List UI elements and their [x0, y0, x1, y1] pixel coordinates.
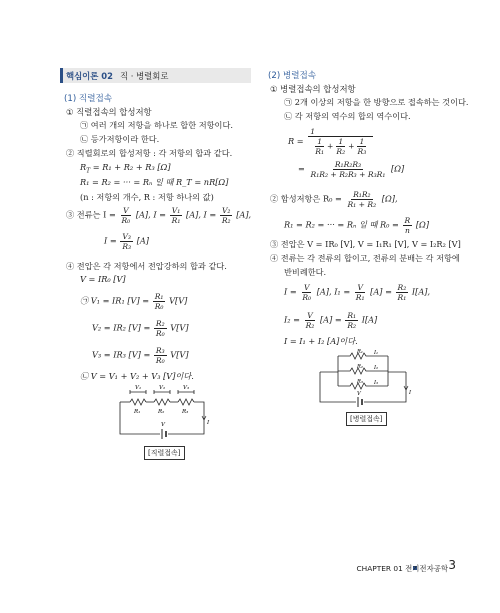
label-v: V [357, 391, 361, 397]
eq-v1 [80, 292, 187, 311]
topic-tag: 핵심이론 02 [66, 71, 113, 81]
resistor-r3-shape [338, 383, 388, 389]
item-parallel-resistance: ① 병렬접속의 합성저항 [270, 84, 356, 94]
eq-parallel-equal [284, 216, 429, 235]
eq-current-mid2: [A], I = [186, 209, 217, 220]
label-r2: R₂ [158, 409, 165, 415]
eq-v1-pre: ㉠ V₁ = IR₁ [V] = [80, 295, 150, 306]
label-v: V [161, 422, 165, 428]
eq-rt: $R_T = R_1 + R_2 + R_3$ [Ω] [80, 162, 171, 175]
frac-den: R₀ [121, 216, 131, 225]
frac-r1r2r3 [308, 160, 387, 179]
frac-den: n [404, 226, 410, 235]
caption-series: [직렬접속] [144, 446, 185, 460]
page-number: 3 [448, 558, 456, 572]
eq-r-lhs: R = [288, 136, 304, 146]
frac-den: R₀ [302, 293, 312, 302]
frac-r1r2-sum [345, 190, 378, 209]
frac-den: R₂ [305, 321, 315, 330]
resistor-r3-shape [178, 399, 194, 405]
eq-rt-rhs: = R₁ + R₂ + R₃ [Ω] [92, 162, 171, 172]
footer-chapter: CHAPTER 01 전기전자공학 [356, 564, 448, 573]
label-i: I [409, 390, 412, 396]
frac-den: R₂ [347, 321, 357, 330]
resistor-r2-shape [154, 399, 170, 405]
eq-r-equal: R₁ = R₂ = ··· = Rₙ 일 때 R_T = nR[Ω] [80, 177, 229, 187]
eq-parallel-i [284, 283, 430, 302]
eq-current-line2-pre: I = [104, 235, 117, 246]
frac-v2-r2 [220, 206, 233, 225]
frac-num: V₁ [171, 206, 181, 215]
frac-v-r2 [304, 311, 317, 330]
eq-i2-pre: I₂ = [284, 314, 300, 325]
frac-1-r1 [313, 137, 326, 156]
frac-den: R₀ [155, 356, 165, 365]
item-series-resistance: ① 직렬접속의 합성저항 [66, 107, 152, 117]
frac-num: V [357, 283, 363, 292]
caption-parallel: [병렬접속] [346, 412, 387, 426]
item-parallel-current-b: 반비례한다. [284, 267, 327, 277]
frac-r2-r0 [154, 319, 167, 338]
frac-r1-r0 [153, 292, 166, 311]
wire [364, 372, 406, 402]
label-v2: V₂ [159, 385, 166, 391]
frac-1-r2 [334, 137, 347, 156]
label-v1: V₁ [135, 385, 142, 391]
resistor-r1-shape [338, 353, 388, 359]
frac-den: R₂ [221, 216, 231, 225]
eq-v1-end: V[V] [169, 295, 188, 306]
item-series-combined: ② 직렬회로의 합성저항 : 각 저항의 합과 같다. [66, 148, 233, 158]
frac-num: 1 [308, 127, 373, 137]
frac-r3-r0 [154, 346, 167, 365]
frac-v-r0 [300, 283, 313, 302]
frac-num: R₃ [155, 346, 165, 355]
eq-v-sum: ㉡ V = V₁ + V₂ + V₃ [V]이다. [80, 371, 194, 381]
eq-v3-end: V[V] [170, 349, 189, 360]
label-r3: R₃ [357, 379, 363, 385]
item-parallel-desc-b: ㉡ 각 저항의 역수의 합의 역수이다. [284, 111, 411, 121]
eq-v: V = IR₀ [V] [80, 274, 126, 284]
frac-v1-r1 [170, 206, 183, 225]
note-n: (n : 저항의 개수, R : 저항 하나의 값) [80, 192, 214, 202]
eq-req-pre: R₁ = R₂ = ··· = Rₙ 일 때 R₀ = [284, 219, 399, 230]
frac-num: R₂ [155, 319, 165, 328]
eq-i2-mid: [A] = [319, 314, 342, 325]
frac-num: R₂ [397, 283, 407, 292]
eq-v2-pre: V₂ = IR₂ [V] = [92, 322, 151, 333]
frac-r1-r2 [345, 311, 358, 330]
eq-current-end: [A], [236, 209, 252, 220]
eq-v2 [92, 319, 189, 338]
frac-num: 1 [338, 137, 344, 146]
eq-req-end: [Ω] [415, 219, 430, 230]
label-i2: I₂ [374, 365, 379, 371]
resistor-r2-shape [338, 368, 388, 374]
series-circuit-diagram [112, 380, 216, 440]
frac-num: V₃ [122, 232, 131, 241]
label-r1: R₁ [134, 409, 141, 415]
frac-den: R₂ [336, 147, 346, 156]
frac-r-n [403, 216, 413, 235]
frac-num: R₁ [154, 292, 164, 301]
label-i: I [207, 420, 210, 426]
eq-parallel-r [288, 127, 372, 156]
frac-big [310, 127, 371, 156]
item-series-voltage: ④ 전압은 각 저항에서 전압강하의 합과 같다. [66, 261, 227, 271]
plus-sign: + [348, 141, 355, 151]
eq-current-line2-end: [A] [136, 235, 149, 246]
topic-title: 직 · 병렬회로 [120, 71, 169, 81]
eq-r2-end: [Ω] [391, 163, 405, 174]
frac-r2-r1 [396, 283, 409, 302]
frac-1-r3 [356, 137, 369, 156]
eq-i-mid: [A], I₁ = [316, 286, 351, 297]
frac-num: V₂ [221, 206, 231, 215]
frac-den-sum [310, 137, 371, 156]
frac-den: R₁ [397, 293, 407, 302]
plus-sign: + [327, 141, 334, 151]
eq-rt-lhs: R [80, 162, 87, 172]
wire [120, 402, 160, 434]
item-series-desc-b: ㉡ 등가저항이라 한다. [80, 134, 160, 144]
frac-num: V [303, 283, 310, 292]
frac-num: R [404, 216, 411, 225]
label-r2: R₂ [357, 364, 363, 370]
frac-v-r0 [119, 206, 132, 225]
frac-num: V [123, 206, 129, 215]
eq-parallel-r-expanded [298, 160, 404, 179]
item-parallel-current-a: ④ 전류는 각 전류의 합이고, 전류의 분배는 각 저항에 [270, 253, 460, 263]
item-parallel-desc-a: ㉠ 2개 이상의 저항을 한 방향으로 접속하는 것이다. [284, 97, 469, 107]
label-v3: V₃ [183, 385, 190, 391]
frac-den: R₁ [171, 216, 181, 225]
eq-parallel-isum: I = I₁ + I₂ [A]이다. [284, 336, 358, 346]
eq-r0-end: [Ω], [381, 193, 398, 204]
frac-num: R₁R₂R₃ [334, 160, 362, 169]
frac-den: R₃ [357, 147, 367, 156]
label-r1: R₁ [357, 349, 363, 355]
section-series-heading: (1) 직렬접속 [64, 94, 113, 104]
frac-num: 1 [317, 137, 323, 146]
frac-den: R₀ [155, 329, 165, 338]
frac-den: R₁ [355, 293, 365, 302]
label-i1: I₁ [374, 350, 379, 356]
label-r3: R₃ [182, 409, 189, 415]
frac-num: V [307, 311, 313, 320]
frac-den: R₀ [154, 302, 164, 311]
frac-v-r1 [354, 283, 367, 302]
eq-i1-end: I[A], [411, 286, 431, 297]
resistor-r1-shape [130, 399, 146, 405]
eq-i-pre: I = [284, 286, 297, 297]
eq-i1-mid: [A] = [370, 286, 392, 297]
eq-i2-end: I[A] [361, 314, 378, 325]
label-i3: I₃ [374, 380, 379, 386]
wire [168, 402, 204, 434]
frac-den: R₁ [315, 147, 325, 156]
eq-parallel-i2 [284, 311, 377, 330]
eq-current-line2 [104, 232, 149, 251]
eq-r0-pre: ② 합성저항은 R₀ = [270, 193, 342, 204]
eq-current-lead: ③ 전류는 I = [66, 209, 116, 220]
eq-r2-pre: = [298, 163, 305, 174]
frac-v3-r3 [120, 232, 133, 251]
item-parallel-voltage: ③ 전압은 V = IR₀ [V], V = I₁R₁ [V], V = I₂R₂ [V] [270, 239, 461, 249]
parallel-circuit-diagram [312, 348, 414, 410]
frac-num: R₁R₂ [353, 190, 371, 199]
eq-current-mid1: [A], I = [135, 209, 167, 220]
eq-v2-end: V[V] [170, 322, 189, 333]
frac-den: R₁R₂ + R₂R₃ + R₃R₁ [310, 170, 386, 179]
frac-num: R₁ [347, 311, 357, 320]
eq-current [66, 206, 251, 225]
eq-v3-pre: V₃ = IR₃ [V] = [92, 349, 151, 360]
eq-v3 [92, 346, 189, 365]
frac-den: R₃ [122, 242, 132, 251]
eq-parallel-r0 [270, 190, 398, 209]
section-parallel-heading: (2) 병렬접속 [268, 71, 317, 81]
frac-den: R₁ + R₂ [347, 200, 377, 209]
frac-num: 1 [359, 137, 365, 146]
item-series-desc-a: ㉠ 여러 개의 저항을 하나로 합한 저항이다. [80, 120, 233, 130]
